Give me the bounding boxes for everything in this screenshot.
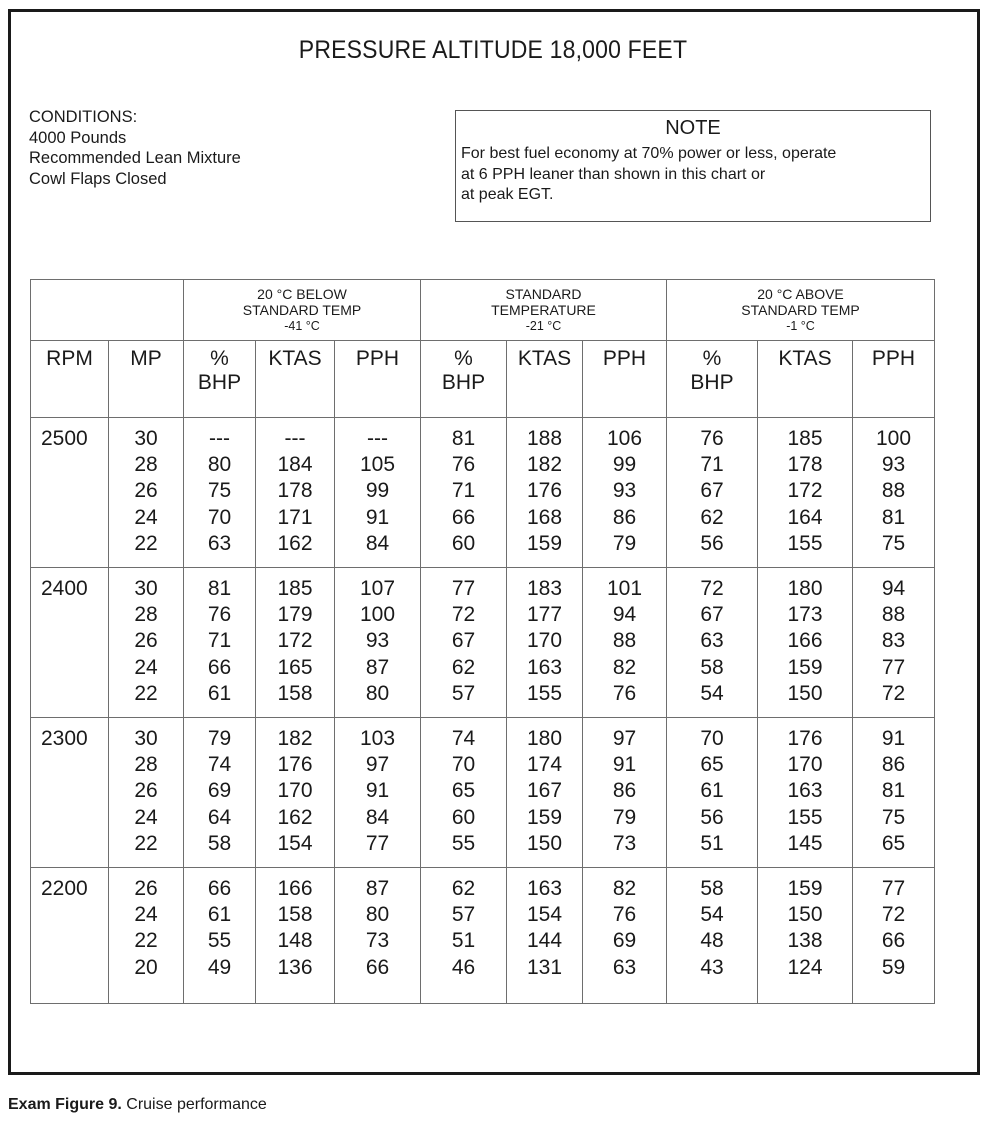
bhp-below-value: 76 xyxy=(207,603,232,627)
ktas-below-cell xyxy=(256,418,335,568)
bhp-above-cell xyxy=(667,718,758,868)
pph-above-value: 77 xyxy=(881,655,906,679)
note-line: at 6 PPH leaner than shown in this chart or xyxy=(461,165,766,183)
ktas-above-value: 178 xyxy=(787,453,823,477)
ktas-standard-value: 154 xyxy=(526,903,563,927)
ktas-standard-value: 159 xyxy=(526,805,563,829)
column-header-pph: PPH xyxy=(583,341,667,418)
pph-standard-value: 63 xyxy=(612,955,637,979)
ktas-below-value: 166 xyxy=(277,877,313,901)
bhp-above-value: 56 xyxy=(700,531,724,555)
bhp-above-value: 67 xyxy=(700,603,724,627)
bhp-above-value: 56 xyxy=(700,805,724,829)
ktas-standard-cell xyxy=(507,568,583,718)
rpm-block-row xyxy=(31,568,935,718)
bhp-below-value: 61 xyxy=(207,681,232,705)
ktas-below-value: --- xyxy=(284,427,306,450)
bhp-below-value: 58 xyxy=(207,831,232,855)
column-header-pph: PPH xyxy=(853,341,935,418)
pph-below-cell xyxy=(335,418,421,568)
mp-value: 24 xyxy=(134,655,158,679)
ktas-below-value: 158 xyxy=(277,903,313,927)
bhp-above-value: 54 xyxy=(700,903,724,927)
pph-above-value: 75 xyxy=(881,805,906,829)
ktas-standard-value: 188 xyxy=(526,427,563,450)
ktas-below-value: 176 xyxy=(277,753,313,777)
column-header-bhp xyxy=(421,341,507,418)
ktas-above-value: 166 xyxy=(787,629,823,653)
ktas-standard-value: 131 xyxy=(526,955,563,979)
mp-value: 20 xyxy=(134,955,158,979)
ktas-below-cell xyxy=(256,868,335,1004)
bhp-below-cell xyxy=(184,868,256,1004)
pph-below-cell xyxy=(335,868,421,1004)
pph-above-value: 75 xyxy=(881,531,906,555)
rpm-block-row xyxy=(31,718,935,868)
ktas-below-value: 182 xyxy=(277,727,313,751)
pph-standard-cell xyxy=(583,418,667,568)
mp-value: 26 xyxy=(134,779,158,803)
pph-standard-value: 79 xyxy=(612,805,637,829)
ktas-standard-value: 163 xyxy=(526,655,563,679)
column-header-bhp xyxy=(667,341,758,418)
bhp-below-value: 55 xyxy=(207,929,232,953)
mp-value: 30 xyxy=(134,577,158,601)
ktas-above-cell xyxy=(758,568,853,718)
bhp-below-cell xyxy=(184,418,256,568)
bhp-below-value: --- xyxy=(209,427,230,450)
bhp-above-cell xyxy=(667,568,758,718)
mp-cell xyxy=(109,868,184,1004)
ktas-standard-value: 170 xyxy=(526,629,563,653)
pph-standard-cell xyxy=(583,568,667,718)
bhp-standard-value: 71 xyxy=(451,479,476,503)
bhp-below-value: 66 xyxy=(207,877,232,901)
condition-line: Recommended Lean Mixture xyxy=(29,149,241,167)
group-header-line: 20 °C ABOVE xyxy=(757,286,844,302)
conditions-block xyxy=(29,107,241,189)
rpm-block-row xyxy=(31,868,935,1004)
pph-below-value: 87 xyxy=(365,655,390,679)
pph-above-value: 86 xyxy=(881,753,906,777)
ktas-standard-cell xyxy=(507,418,583,568)
ktas-above-value: 150 xyxy=(787,903,823,927)
rpm-cell: 2200 xyxy=(31,868,109,1004)
ktas-below-value: 172 xyxy=(277,629,313,653)
pph-below-cell xyxy=(335,718,421,868)
group-header-line: STANDARD TEMP xyxy=(741,302,860,318)
mp-value: 28 xyxy=(134,603,158,627)
pph-above-value: 94 xyxy=(881,577,906,601)
pph-standard-value: 106 xyxy=(606,427,643,450)
ktas-above-value: 124 xyxy=(787,955,823,979)
bhp-above-value: 71 xyxy=(700,453,724,477)
pph-standard-value: 79 xyxy=(612,531,637,555)
pph-below-value: 84 xyxy=(365,531,390,555)
pph-standard-value: 93 xyxy=(612,479,637,503)
mp-value: 28 xyxy=(134,453,158,477)
bhp-below-value: 71 xyxy=(207,629,232,653)
bhp-standard-value: 57 xyxy=(451,903,476,927)
ktas-standard-value: 182 xyxy=(526,453,563,477)
bhp-standard-value: 76 xyxy=(451,453,476,477)
ktas-standard-value: 163 xyxy=(526,877,563,901)
group-header-line: TEMPERATURE xyxy=(491,302,596,318)
note-heading: NOTE xyxy=(665,117,721,139)
column-header-ktas: KTAS xyxy=(256,341,335,418)
cruise-performance-table xyxy=(30,279,935,1004)
bhp-above-value: 54 xyxy=(700,681,724,705)
pph-below-cell xyxy=(335,568,421,718)
bhp-above-value: 63 xyxy=(700,629,724,653)
pph-below-value: 100 xyxy=(359,603,396,627)
pph-above-value: 81 xyxy=(881,779,906,803)
pph-below-value: 107 xyxy=(359,577,396,601)
mp-value: 22 xyxy=(134,681,158,705)
ktas-below-value: 170 xyxy=(277,779,313,803)
bhp-label: BHP xyxy=(441,371,486,394)
ktas-below-value: 148 xyxy=(277,929,313,953)
bhp-above-value: 62 xyxy=(700,505,724,529)
pph-above-cell xyxy=(853,568,935,718)
pph-below-value: 66 xyxy=(365,955,390,979)
pph-standard-cell xyxy=(583,868,667,1004)
pph-below-value: 99 xyxy=(365,479,390,503)
mp-cell xyxy=(109,418,184,568)
pph-below-value: 93 xyxy=(365,629,390,653)
rpm-cell: 2400 xyxy=(31,568,109,718)
pph-standard-value: 91 xyxy=(612,753,637,777)
pph-standard-value: 82 xyxy=(612,877,637,901)
group-header-standard xyxy=(421,280,667,341)
ktas-above-value: 155 xyxy=(787,531,823,555)
pph-below-value: 105 xyxy=(359,453,396,477)
ktas-standard-value: 180 xyxy=(526,727,563,751)
pph-above-value: 91 xyxy=(881,727,906,751)
pph-below-value: 97 xyxy=(365,753,390,777)
pph-standard-value: 76 xyxy=(612,903,637,927)
pph-standard-value: 101 xyxy=(606,577,643,601)
bhp-below-value: 79 xyxy=(207,727,232,751)
bhp-above-value: 58 xyxy=(700,655,724,679)
ktas-above-value: 176 xyxy=(787,727,823,751)
mp-value: 22 xyxy=(134,929,158,953)
ktas-above-value: 150 xyxy=(787,681,823,705)
note-box xyxy=(455,110,931,222)
bhp-standard-value: 72 xyxy=(451,603,476,627)
bhp-standard-value: 66 xyxy=(451,505,476,529)
bhp-below-value: 75 xyxy=(207,479,232,503)
bhp-below-value: 66 xyxy=(207,655,232,679)
ktas-standard-value: 150 xyxy=(526,831,563,855)
bhp-above-value: 76 xyxy=(700,427,724,450)
ktas-below-value: 162 xyxy=(277,531,313,555)
pph-below-value: 80 xyxy=(365,903,390,927)
pph-below-value: 77 xyxy=(365,831,390,855)
bhp-below-value: 70 xyxy=(207,505,232,529)
pph-above-value: 65 xyxy=(881,831,906,855)
bhp-label: BHP xyxy=(197,371,242,394)
ktas-above-value: 138 xyxy=(787,929,823,953)
bhp-standard-value: 46 xyxy=(451,955,476,979)
pph-above-value: 88 xyxy=(881,479,906,503)
ktas-below-value: 179 xyxy=(277,603,313,627)
bhp-standard-value: 67 xyxy=(451,629,476,653)
mp-cell xyxy=(109,568,184,718)
bhp-above-value: 65 xyxy=(700,753,724,777)
group-header-line: 20 °C BELOW xyxy=(257,286,347,302)
pph-standard-value: 73 xyxy=(612,831,637,855)
ktas-standard-value: 168 xyxy=(526,505,563,529)
pph-standard-value: 86 xyxy=(612,779,637,803)
pph-above-cell xyxy=(853,868,935,1004)
bhp-below-cell xyxy=(184,568,256,718)
bhp-above-value: 70 xyxy=(700,727,724,751)
bhp-standard-value: 57 xyxy=(451,681,476,705)
ktas-below-cell xyxy=(256,718,335,868)
ktas-above-value: 159 xyxy=(787,655,823,679)
bhp-below-value: 61 xyxy=(207,903,232,927)
ktas-above-value: 185 xyxy=(787,427,823,450)
pph-below-value: 91 xyxy=(365,505,390,529)
bhp-standard-value: 62 xyxy=(451,877,476,901)
bhp-standard-value: 60 xyxy=(451,531,476,555)
bhp-standard-cell xyxy=(421,568,507,718)
bhp-standard-value: 81 xyxy=(451,427,476,450)
ktas-above-value: 180 xyxy=(787,577,823,601)
bhp-above-cell xyxy=(667,418,758,568)
pph-below-value: 91 xyxy=(365,779,390,803)
ktas-above-cell xyxy=(758,418,853,568)
pph-below-value: 84 xyxy=(365,805,390,829)
pph-above-value: 72 xyxy=(881,903,906,927)
bhp-standard-value: 65 xyxy=(451,779,476,803)
column-header-bhp xyxy=(184,341,256,418)
pph-above-cell xyxy=(853,718,935,868)
pph-below-value: --- xyxy=(367,427,388,450)
ktas-above-value: 159 xyxy=(787,877,823,901)
rpm-cell: 2300 xyxy=(31,718,109,868)
pph-standard-value: 69 xyxy=(612,929,637,953)
ktas-above-value: 155 xyxy=(787,805,823,829)
ktas-standard-cell xyxy=(507,718,583,868)
ktas-standard-value: 174 xyxy=(526,753,563,777)
column-header-pph: PPH xyxy=(335,341,421,418)
group-header-temp: -21 °C xyxy=(525,319,562,333)
caption-text: Cruise performance xyxy=(121,1096,267,1113)
group-header-temp: -1 °C xyxy=(786,319,815,333)
pph-above-value: 66 xyxy=(881,929,906,953)
bhp-below-value: 80 xyxy=(207,453,232,477)
ktas-below-value: 136 xyxy=(277,955,313,979)
caption-label: Exam Figure 9. xyxy=(8,1096,122,1113)
group-header-above-standard xyxy=(667,280,935,341)
group-header-below-standard xyxy=(184,280,421,341)
mp-value: 24 xyxy=(134,903,158,927)
ktas-below-value: 154 xyxy=(277,831,313,855)
ktas-above-value: 172 xyxy=(787,479,823,503)
blank-header-cell xyxy=(31,280,184,341)
bhp-above-value: 51 xyxy=(700,831,724,855)
ktas-below-value: 158 xyxy=(277,681,313,705)
column-header-ktas: KTAS xyxy=(758,341,853,418)
figure-caption xyxy=(8,1096,267,1114)
bhp-above-value: 67 xyxy=(700,479,724,503)
mp-value: 26 xyxy=(134,479,158,503)
mp-value: 26 xyxy=(134,629,158,653)
ktas-standard-cell xyxy=(507,868,583,1004)
ktas-above-value: 163 xyxy=(787,779,823,803)
group-header-row xyxy=(31,280,935,341)
ktas-standard-value: 167 xyxy=(526,779,563,803)
mp-value: 30 xyxy=(134,727,158,751)
bhp-above-cell xyxy=(667,868,758,1004)
pph-above-value: 83 xyxy=(881,629,906,653)
bhp-standard-value: 51 xyxy=(451,929,476,953)
bhp-standard-cell xyxy=(421,868,507,1004)
ktas-standard-value: 183 xyxy=(526,577,563,601)
ktas-above-value: 170 xyxy=(787,753,823,777)
condition-line: Cowl Flaps Closed xyxy=(29,169,167,188)
note-line: For best fuel economy at 70% power or less, operate xyxy=(461,145,837,162)
pph-above-value: 59 xyxy=(881,955,906,979)
pph-above-value: 81 xyxy=(881,505,906,529)
bhp-above-value: 58 xyxy=(700,877,724,901)
ktas-standard-value: 155 xyxy=(526,681,563,705)
pph-above-cell xyxy=(853,418,935,568)
bhp-standard-value: 60 xyxy=(451,805,476,829)
bhp-below-value: 69 xyxy=(207,779,232,803)
group-header-line: STANDARD xyxy=(505,286,582,302)
mp-value: 22 xyxy=(134,831,158,855)
ktas-above-value: 164 xyxy=(787,505,823,529)
mp-value: 26 xyxy=(134,877,158,901)
bhp-percent: % xyxy=(702,347,722,370)
ktas-above-value: 173 xyxy=(787,603,823,627)
note-body xyxy=(456,144,930,206)
column-header-rpm: RPM xyxy=(31,341,109,418)
ktas-below-value: 178 xyxy=(277,479,313,503)
bhp-percent: % xyxy=(454,347,473,370)
column-header-ktas: KTAS xyxy=(507,341,583,418)
pph-below-value: 73 xyxy=(365,929,390,953)
group-header-line: STANDARD TEMP xyxy=(242,302,362,318)
ktas-above-cell xyxy=(758,718,853,868)
table-body xyxy=(31,418,935,1004)
bhp-below-value: 74 xyxy=(207,753,232,777)
ktas-below-value: 171 xyxy=(277,505,313,529)
pph-above-value: 72 xyxy=(881,681,906,705)
bhp-above-value: 72 xyxy=(700,577,724,601)
pph-below-value: 80 xyxy=(365,681,390,705)
pph-standard-value: 97 xyxy=(612,727,637,751)
page-title: PRESSURE ALTITUDE 18,000 FEET xyxy=(298,36,688,64)
pph-above-value: 88 xyxy=(881,603,906,627)
ktas-standard-value: 144 xyxy=(526,929,563,953)
bhp-below-value: 81 xyxy=(207,577,232,601)
rpm-cell: 2500 xyxy=(31,418,109,568)
bhp-above-value: 48 xyxy=(700,929,724,953)
bhp-percent: % xyxy=(210,347,229,370)
pph-below-value: 87 xyxy=(365,877,390,901)
ktas-standard-value: 176 xyxy=(526,479,563,503)
ktas-below-value: 162 xyxy=(277,805,313,829)
mp-value: 28 xyxy=(134,753,158,777)
bhp-above-value: 61 xyxy=(700,779,724,803)
mp-value: 30 xyxy=(134,427,158,450)
bhp-standard-value: 55 xyxy=(451,831,476,855)
bhp-standard-value: 62 xyxy=(451,655,476,679)
bhp-standard-cell xyxy=(421,718,507,868)
pph-standard-value: 86 xyxy=(612,505,637,529)
condition-line: 4000 Pounds xyxy=(29,128,127,147)
pph-standard-value: 99 xyxy=(612,453,637,477)
bhp-below-value: 64 xyxy=(207,805,232,829)
group-header-temp: -41 °C xyxy=(284,319,320,333)
pph-standard-value: 82 xyxy=(612,655,637,679)
bhp-below-value: 63 xyxy=(207,531,232,555)
bhp-standard-value: 77 xyxy=(451,577,476,601)
ktas-below-cell xyxy=(256,568,335,718)
bhp-above-value: 43 xyxy=(700,955,724,979)
pph-above-value: 100 xyxy=(875,427,912,450)
ktas-below-value: 185 xyxy=(277,577,313,601)
ktas-standard-value: 159 xyxy=(526,531,563,555)
bhp-label: BHP xyxy=(690,371,734,394)
ktas-above-cell xyxy=(758,868,853,1004)
mp-value: 24 xyxy=(134,805,158,829)
ktas-below-value: 165 xyxy=(277,655,313,679)
note-line: at peak EGT. xyxy=(461,186,554,203)
pph-standard-cell xyxy=(583,718,667,868)
mp-cell xyxy=(109,718,184,868)
pph-standard-value: 76 xyxy=(612,681,637,705)
bhp-standard-value: 70 xyxy=(451,753,476,777)
bhp-below-cell xyxy=(184,718,256,868)
rpm-block-row xyxy=(31,418,935,568)
mp-value: 24 xyxy=(134,505,158,529)
pph-standard-value: 94 xyxy=(612,603,637,627)
column-header-row xyxy=(31,341,935,418)
pph-above-value: 93 xyxy=(881,453,906,477)
column-header-mp: MP xyxy=(109,341,184,418)
pph-standard-value: 88 xyxy=(612,629,637,653)
mp-value: 22 xyxy=(134,531,158,555)
pph-below-value: 103 xyxy=(359,727,396,751)
bhp-standard-value: 74 xyxy=(451,727,476,751)
pph-above-value: 77 xyxy=(881,877,906,901)
ktas-below-value: 184 xyxy=(277,453,313,477)
bhp-below-value: 49 xyxy=(207,955,232,979)
conditions-heading: CONDITIONS: xyxy=(29,108,138,126)
bhp-standard-cell xyxy=(421,418,507,568)
ktas-standard-value: 177 xyxy=(526,603,563,627)
ktas-above-value: 145 xyxy=(787,831,823,855)
